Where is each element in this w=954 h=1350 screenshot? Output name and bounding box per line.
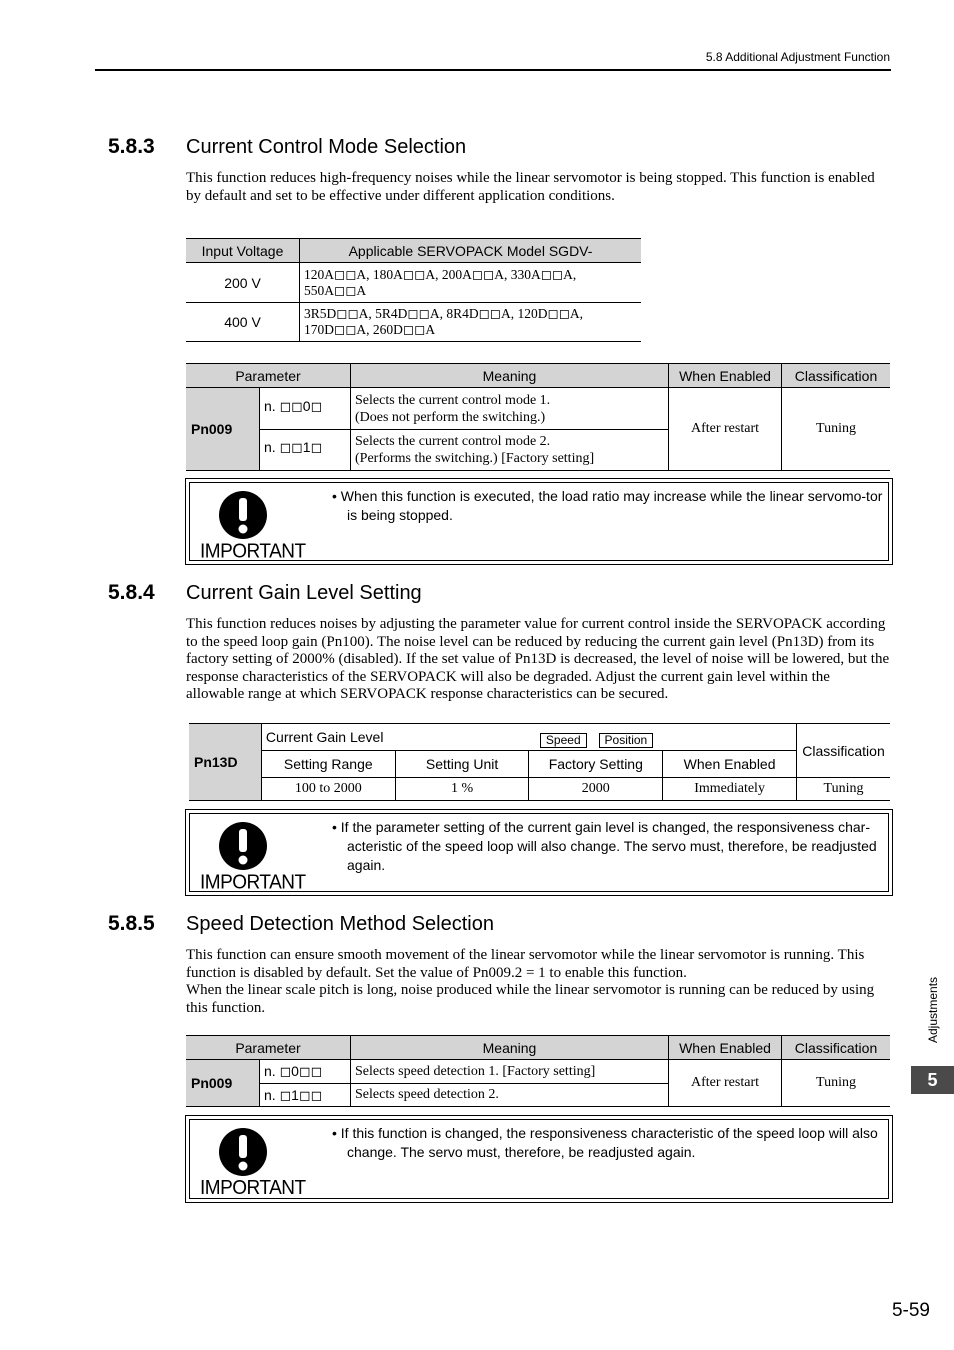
param-code: n. ◻1◻◻ <box>260 1084 351 1107</box>
factory-setting-value: 2000 <box>529 778 663 801</box>
classification-value: Tuning <box>816 1075 856 1090</box>
param-meaning: Selects speed detection 2. <box>351 1084 669 1107</box>
when-enabled-value: After restart <box>669 1060 782 1107</box>
col-setting-unit: Setting Unit <box>395 751 529 778</box>
voltage-model-table <box>186 238 641 342</box>
param-meaning: Selects speed detection 1. [Factory setting] <box>351 1060 669 1084</box>
model-list <box>300 303 642 342</box>
classification-value: Tuning <box>823 781 864 796</box>
running-header: 5.8 Additional Adjustment Function <box>705 50 890 64</box>
table-row <box>186 263 641 303</box>
col-setting-range: Setting Range <box>261 751 395 778</box>
setting-unit-value: 1 % <box>395 778 529 801</box>
col-when-enabled: When Enabled <box>669 1036 782 1060</box>
param-code: n. ◻◻0◻ <box>260 388 351 430</box>
section-number: 5.8.3 <box>108 135 155 158</box>
section-5-8-4-paragraph: This function reduces noises by adjusting the parameter value for current control inside the SERVOPACK according to the speed loop gain (Pn100). The noise level can be reduced by reducing the current gain level (Pn13D) from its factory setting of 2000% (disabled). If the set value of Pn13D is decreased, the level of noise will be lowered, but the response characteristics of the SERVOPACK will also be degraded. Adjust the current gain level within the allowable range at which SERVOPACK response characteristics can be secured. <box>186 616 890 703</box>
meaning-line: Selects the current control mode 2. <box>355 434 551 449</box>
model-line: 3R5D◻◻A, 5R4D◻◻A, 8R4D◻◻A, 120D◻◻A, <box>304 306 584 321</box>
section-number: 5.8.4 <box>108 581 155 604</box>
when-enabled-value: After restart <box>669 388 782 471</box>
section-title: Current Gain Level Setting <box>186 582 422 604</box>
position-tag: Position <box>599 733 654 748</box>
speed-tag: Speed <box>540 733 587 748</box>
param-code: n. ◻◻1◻ <box>260 430 351 471</box>
model-line: 550A◻◻A <box>304 282 367 298</box>
meaning-line: Selects the current control mode 1. <box>355 392 551 408</box>
important-label: IMPORTANT <box>200 540 306 563</box>
param-meaning <box>351 388 669 430</box>
col-model: Applicable SERVOPACK Model SGDV- <box>300 239 642 263</box>
exclamation-icon <box>218 1127 268 1177</box>
section-5-8-4-heading <box>108 581 422 605</box>
section-5-8-5-paragraph-1: This function can ensure smooth movement of the linear servomotor while the linear servomotor is running. This function is disabled by default. Set the value of Pn009.2 = 1 to enable this function. <box>186 947 865 981</box>
col-when-enabled: When Enabled <box>663 751 797 778</box>
col-classification: Classification <box>782 364 891 388</box>
setting-range-value: 100 to 2000 <box>261 778 395 801</box>
col-classification: Classification <box>782 1036 891 1060</box>
tags <box>540 731 653 748</box>
model-list <box>300 263 642 303</box>
section-title: Speed Detection Method Selection <box>186 913 494 935</box>
exclamation-icon <box>218 490 268 540</box>
param-number: Pn009 <box>186 388 260 471</box>
pn13d-table <box>189 723 890 801</box>
important-text: • When this function is executed, the load ratio may increase while the linear servomo-tor is being stopped. <box>332 488 883 523</box>
important-text: • If this function is changed, the responsiveness characteristic of the speed loop will also change. The servo must, therefore, be readjusted again. <box>332 1125 878 1160</box>
col-meaning: Meaning <box>351 364 669 388</box>
col-meaning: Meaning <box>351 1036 669 1060</box>
classification-value: Tuning <box>816 421 856 436</box>
param-name: Current Gain Level <box>265 729 384 745</box>
section-5-8-5-paragraph-2: When the linear scale pitch is long, noise produced while the linear servomotor is running can be reduced by using this function. <box>186 982 875 1016</box>
param-name-cell <box>261 724 796 751</box>
col-parameter: Parameter <box>186 1036 351 1060</box>
param-meaning <box>351 430 669 471</box>
meaning-line: (Performs the switching.) [Factory setting] <box>355 451 595 466</box>
param-code: n. ◻0◻◻ <box>260 1060 351 1084</box>
important-text: • If the parameter setting of the current gain level is changed, the responsiveness char-acteristic of the speed loop will also change. The servo must, therefore, be readjusted again. <box>332 819 877 873</box>
col-input-voltage: Input Voltage <box>186 239 300 263</box>
pn009-speed-detection-table <box>186 1035 890 1107</box>
important-label: IMPORTANT <box>200 1177 306 1200</box>
section-title: Current Control Mode Selection <box>186 136 467 158</box>
section-5-8-3-heading <box>108 135 466 159</box>
param-number: Pn009 <box>186 1060 260 1107</box>
col-parameter: Parameter <box>186 364 351 388</box>
important-note <box>185 1115 893 1203</box>
param-number: Pn13D <box>189 724 261 801</box>
when-enabled-value: Immediately <box>663 778 797 801</box>
table-row <box>186 1060 890 1084</box>
section-5-8-5-heading <box>108 912 494 936</box>
side-chapter-label: Adjustments <box>926 976 940 1043</box>
col-classification: Classification <box>796 724 890 778</box>
model-line: 120A◻◻A, 180A◻◻A, 200A◻◻A, 330A◻◻A, <box>304 266 577 282</box>
chapter-tab: 5 <box>911 1066 954 1094</box>
important-label: IMPORTANT <box>200 871 306 894</box>
section-5-8-3-paragraph: This function reduces high-frequency noises while the linear servomotor is being stopped. This function is enabled by default and set to be effective under different application conditions. <box>186 170 875 204</box>
table-row <box>186 303 641 342</box>
meaning-line: (Does not perform the switching.) <box>355 409 546 425</box>
pn009-mode-table <box>186 363 890 471</box>
section-number: 5.8.5 <box>108 912 155 935</box>
table-row <box>186 388 890 430</box>
header-rule <box>95 69 891 71</box>
voltage-value: 400 V <box>186 303 300 342</box>
voltage-value: 200 V <box>186 263 300 303</box>
page-number: 5-59 <box>891 1300 930 1321</box>
important-note <box>185 478 893 565</box>
col-when-enabled: When Enabled <box>669 364 782 388</box>
table-row <box>189 778 890 801</box>
col-factory-setting: Factory Setting <box>529 751 663 778</box>
exclamation-icon <box>218 821 268 871</box>
important-note <box>185 809 893 896</box>
model-line: 170D◻◻A, 260D◻◻A <box>304 322 436 337</box>
